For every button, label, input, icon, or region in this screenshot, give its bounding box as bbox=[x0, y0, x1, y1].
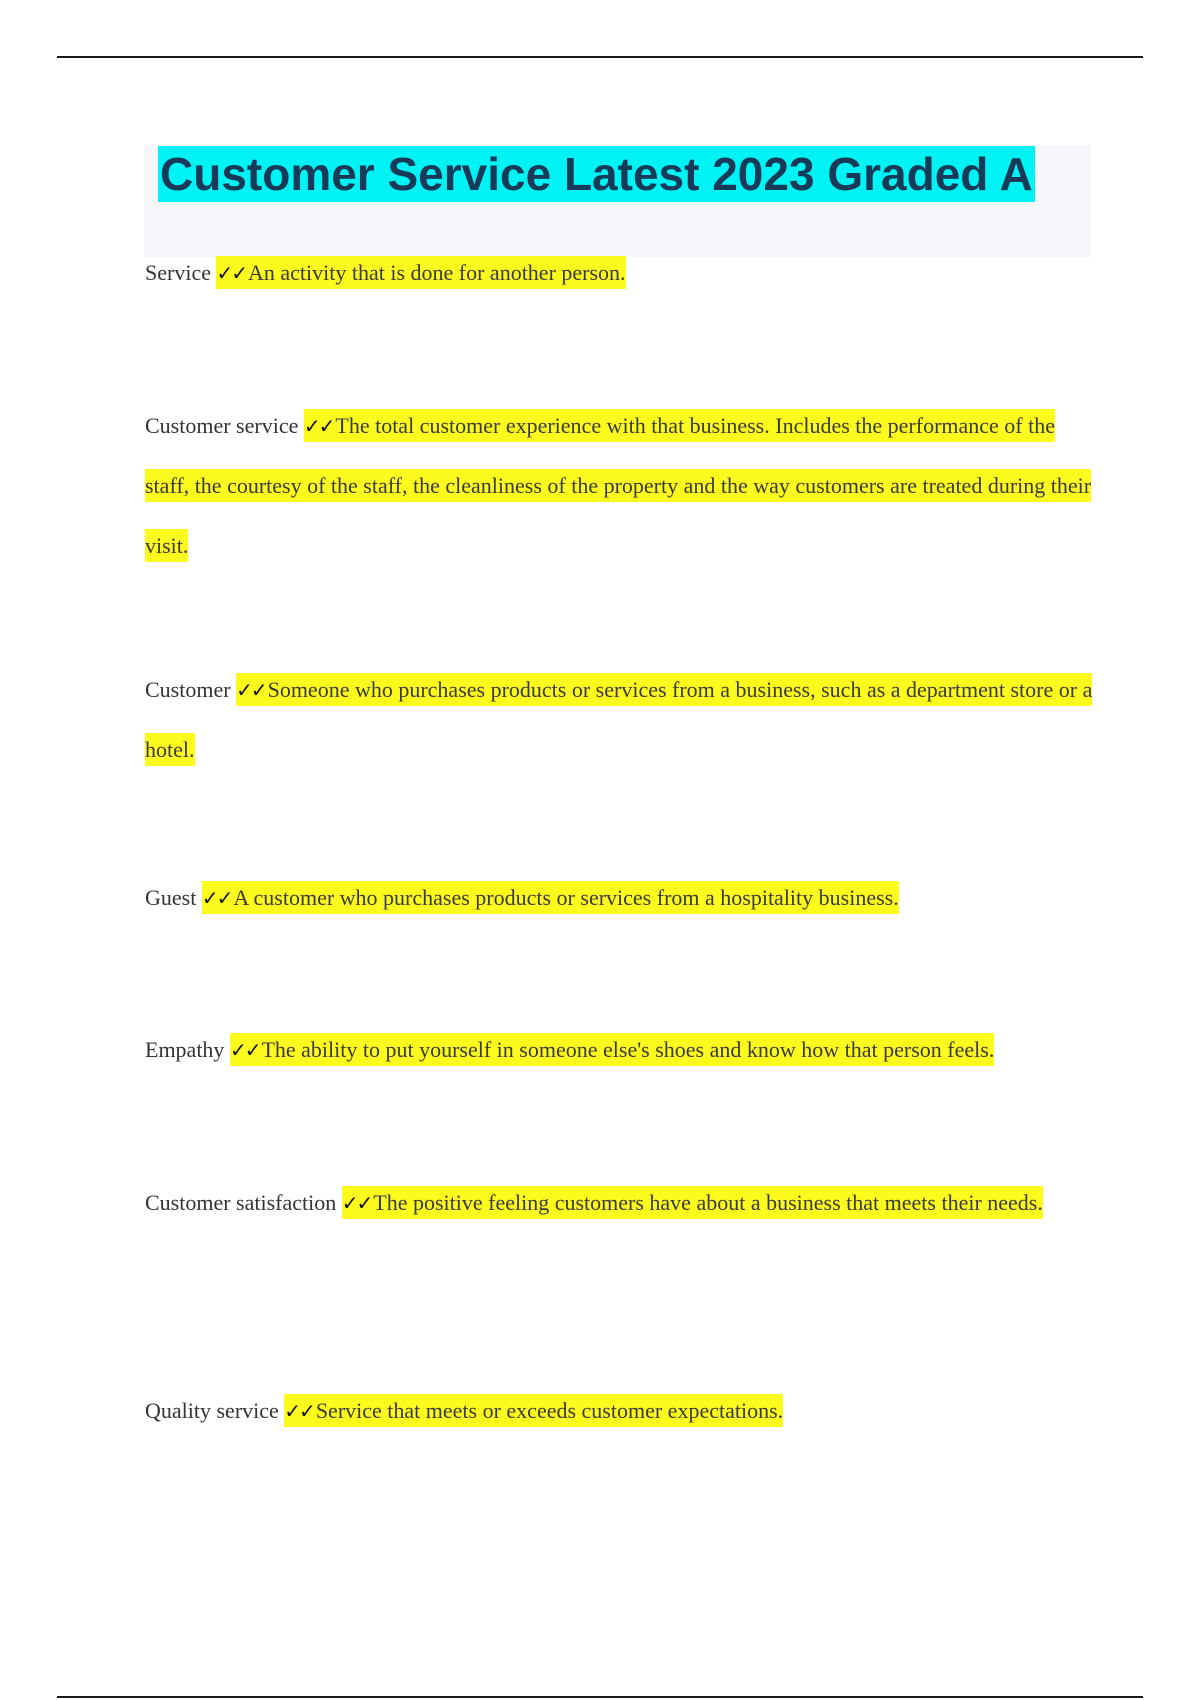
double-check-icon: ✓✓ bbox=[236, 678, 266, 702]
entry-definition-highlight bbox=[342, 1186, 1043, 1219]
double-check-icon: ✓✓ bbox=[201, 886, 232, 910]
double-check-icon: ✓✓ bbox=[229, 1038, 260, 1062]
entry-term: Service bbox=[145, 260, 211, 285]
double-check-icon: ✓✓ bbox=[303, 414, 334, 438]
entry-definition: Someone who purchases products or services from a business, such as a department store or a hotel. bbox=[145, 677, 1093, 762]
document-title: Customer Service Latest 2023 Graded A bbox=[160, 148, 1033, 200]
footer-rule bbox=[57, 1696, 1143, 1698]
entry-term: Guest bbox=[145, 885, 197, 910]
entry-term: Customer bbox=[145, 677, 231, 702]
definition-entry-customer bbox=[145, 660, 1095, 780]
entry-definition: An activity that is done for another person. bbox=[247, 260, 626, 285]
entry-definition: A customer who purchases products or services from a hospitality business. bbox=[233, 885, 899, 910]
entry-term: Empathy bbox=[145, 1037, 225, 1062]
definition-entry-empathy bbox=[145, 1020, 1095, 1080]
definition-entry-guest bbox=[145, 868, 1095, 928]
definition-entry-quality-service bbox=[145, 1381, 1095, 1441]
entry-term: Customer service bbox=[145, 413, 299, 438]
definition-entry-service bbox=[145, 243, 1095, 303]
entry-definition: Service that meets or exceeds customer expectations. bbox=[315, 1398, 784, 1423]
entry-definition-highlight bbox=[145, 673, 1092, 766]
entry-definition: The ability to put yourself in someone else's shoes and know how that person feels. bbox=[261, 1037, 995, 1062]
double-check-icon: ✓✓ bbox=[341, 1191, 372, 1215]
entry-definition-highlight bbox=[216, 256, 625, 289]
entry-definition-highlight bbox=[230, 1033, 994, 1066]
entry-term: Customer satisfaction bbox=[145, 1190, 337, 1215]
header-rule bbox=[57, 56, 1143, 58]
double-check-icon: ✓✓ bbox=[216, 261, 246, 285]
definition-entry-customer-service bbox=[145, 396, 1095, 576]
definition-entry-customer-satisfaction bbox=[145, 1173, 1095, 1233]
entry-definition-highlight bbox=[202, 881, 899, 914]
entry-definition: The total customer experience with that business. Includes the performance of the staff, the courtesy of the staff, the cleanliness of the property and the way customers are treated during their visit. bbox=[145, 413, 1092, 558]
entry-definition: The positive feeling customers have about a business that meets their needs. bbox=[373, 1190, 1043, 1215]
double-check-icon: ✓✓ bbox=[284, 1399, 314, 1423]
entry-term: Quality service bbox=[145, 1398, 279, 1423]
entry-definition-highlight bbox=[284, 1394, 783, 1427]
